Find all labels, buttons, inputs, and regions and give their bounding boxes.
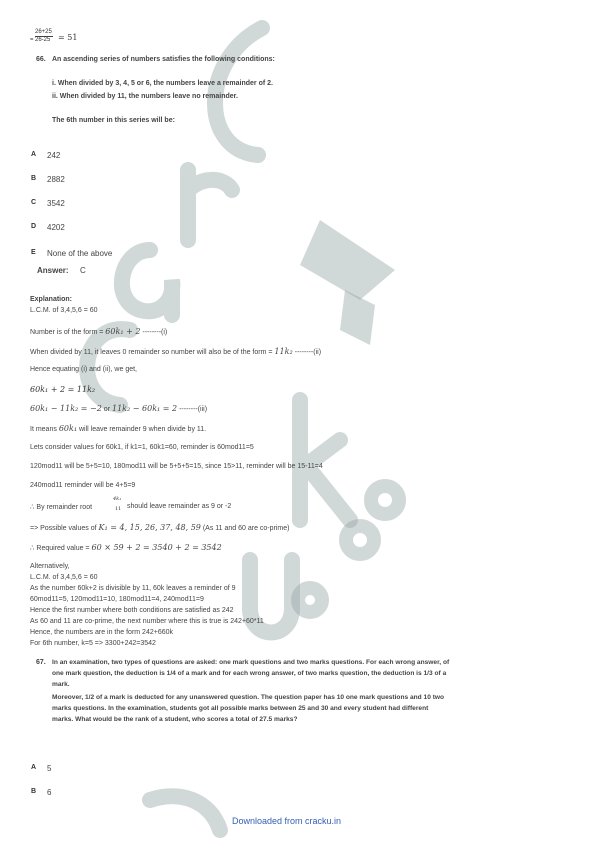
watermark-o3 xyxy=(298,588,322,612)
watermark-o1 xyxy=(371,486,399,514)
alternative-line-4: Hence the first number where both conditions are satisfied as 242 xyxy=(30,607,234,614)
question-66-ask: The 6th number in this series will be: xyxy=(52,117,175,124)
explanation-line-equating: Hence equating (i) and (ii), we get, xyxy=(30,366,137,373)
explanation-equation-1: 60k₁ + 2 = 11k₂ xyxy=(30,385,96,394)
explanation-root-text: ∴ By remainder root xyxy=(30,504,93,511)
explanation-divided-tag: --------(ii) xyxy=(294,349,322,356)
top-fraction-numerator: 26+25 xyxy=(35,29,52,35)
explanation-required-math: 60 × 59 + 2 = 3540 + 2 = 3542 xyxy=(91,543,222,552)
alternative-line-5: As 60 and 11 are co-prime, the next number where this is true is 242+60*11 xyxy=(30,618,264,625)
q67-option-a[interactable]: 5 xyxy=(47,764,52,773)
question-67-p1-line3: mark. xyxy=(52,681,70,688)
explanation-line-equation-2 xyxy=(30,404,207,413)
question-67-p1-line2: one mark question, the deduction is 1/4 of a mark and for each wrong answer, of two marks question, the deduction is 1/3 of a xyxy=(52,670,447,677)
explanation-possible-note: (As 11 and 60 are co-prime) xyxy=(202,525,290,532)
question-67-p2-line1: Moreover, 1/2 of a mark is deducted for any unanswered question. The question paper has 10 one mark questions and 10 two xyxy=(52,694,445,701)
q66-option-e[interactable]: None of the above xyxy=(47,249,113,258)
explanation-possible-math: K₁ = 4, 15, 26, 37, 48, 59 xyxy=(98,523,201,532)
q66-answer-label: Answer: xyxy=(37,266,69,275)
explanation-line-values: Lets consider values for 60k1, if k1=1, 60k1=60, reminder is 60mod11=5 xyxy=(30,444,254,451)
explanation-line-lcm: L.C.M. of 3,4,5,6 = 60 xyxy=(30,307,98,314)
q67-option-a-letter: A xyxy=(31,764,37,771)
top-fraction-equals: = xyxy=(30,37,34,43)
alternative-heading: Alternatively, xyxy=(30,563,70,570)
explanation-possible-text: => Possible values of xyxy=(30,525,97,532)
q66-option-d[interactable]: 4202 xyxy=(47,223,65,232)
explanation-line-remainder-root xyxy=(30,503,92,511)
explanation-form-tag: --------(i) xyxy=(142,329,168,336)
question-66-condition-1: i. When divided by 3, 4, 5 or 6, the numbers leave a remainder of 2. xyxy=(52,80,273,87)
alternative-line-3: 60mod11=5, 120mod11=10, 180mod11=4, 240mod11=9 xyxy=(30,596,204,603)
question-67-p1-line1: In an examination, two types of questions are asked: one mark questions and two marks questions. For each wrong answer, of xyxy=(52,659,450,666)
watermark-a xyxy=(122,250,172,315)
explanation-form-math: 60k₁ + 2 xyxy=(105,327,141,336)
explanation-line-possible xyxy=(30,523,289,532)
q66-option-c[interactable]: 3542 xyxy=(47,199,65,208)
watermark-o2 xyxy=(346,526,374,554)
explanation-root-frac-den: 11 xyxy=(115,506,122,512)
explanation-eq2-math-2: 11k₂ − 60k₁ = 2 xyxy=(111,404,178,413)
watermark-cap-body xyxy=(340,290,375,345)
watermark-cap-top xyxy=(300,220,395,300)
explanation-heading: Explanation: xyxy=(30,296,73,303)
explanation-required-text: ∴ Required value = xyxy=(30,545,90,552)
alternative-line-1: L.C.M. of 3,4,5,6 = 60 xyxy=(30,574,98,581)
explanation-line-form xyxy=(30,327,167,336)
q67-option-b-letter: B xyxy=(31,788,37,795)
explanation-eq2-math-1: 60k₁ − 11k₂ = −2 xyxy=(30,404,102,413)
explanation-line-mod-120: 120mod11 will be 5+5=10, 180mod11 will be 5+5+5=15, since 15>11, reminder will be 15-11=4 xyxy=(30,463,323,470)
top-fraction-result: = 51 xyxy=(58,33,78,42)
explanation-means-text-1: It means xyxy=(30,426,57,433)
explanation-line-means xyxy=(30,424,206,433)
question-66-number: 66. xyxy=(36,56,46,63)
question-67-p2-line2: marks questions. In the examination, students got all possible marks between 25 and 30 and every student had different xyxy=(52,705,429,712)
q66-option-a[interactable]: 242 xyxy=(47,151,61,160)
explanation-divided-text: When divided by 11, it leaves 0 remainder so number will also be of the form = xyxy=(30,349,273,356)
explanation-line-mod-240: 240mod11 reminder will be 4+5=9 xyxy=(30,482,136,489)
explanation-line-divided xyxy=(30,347,321,356)
watermark-arc xyxy=(150,796,220,830)
explanation-means-text-2: will leave remainder 9 when divide by 11. xyxy=(79,426,207,433)
watermark-c1 xyxy=(215,28,262,155)
alternative-line-7: For 6th number, k=5 => 3300+242=3542 xyxy=(30,640,156,647)
q66-option-e-letter: E xyxy=(31,249,36,256)
footer-download-link[interactable]: Downloaded from cracku.in xyxy=(232,816,342,826)
question-67-number: 67. xyxy=(36,659,46,666)
explanation-eq2-tag: --------(iii) xyxy=(179,406,208,413)
watermark-r xyxy=(188,170,232,240)
q66-option-b-letter: B xyxy=(31,175,37,182)
top-fraction-denominator: 26-25 xyxy=(35,37,51,43)
q66-option-d-letter: D xyxy=(31,223,37,230)
explanation-divided-math: 11k₂ xyxy=(274,347,293,356)
q66-option-c-letter: C xyxy=(31,199,37,206)
question-67-p2-line3: marks. What would be the rank of a student, who scores a total of 27.5 marks? xyxy=(52,716,298,723)
alternative-line-6: Hence, the numbers are in the form 242+660k xyxy=(30,629,174,636)
q67-option-b[interactable]: 6 xyxy=(47,788,52,797)
alternative-line-2: As the number 60k+2 is divisible by 11, 60k leaves a reminder of 9 xyxy=(30,585,236,592)
question-66-condition-2: ii. When divided by 11, the numbers leave no remainder. xyxy=(52,93,238,100)
q66-option-b[interactable]: 2882 xyxy=(47,175,65,184)
explanation-eq2-or: or xyxy=(103,406,111,413)
question-66-stem: An ascending series of numbers satisfies the following conditions: xyxy=(52,56,275,63)
explanation-root-frac-num: 4k₁ xyxy=(113,496,122,502)
explanation-means-math: 60k₁ xyxy=(58,424,78,433)
watermark-k xyxy=(300,400,350,520)
q66-answer-value: C xyxy=(80,266,86,275)
q66-option-a-letter: A xyxy=(31,151,37,158)
explanation-form-text: Number is of the form = xyxy=(30,329,104,336)
explanation-root-tail: should leave remainder as 9 or -2 xyxy=(127,503,232,510)
explanation-line-required xyxy=(30,543,222,552)
